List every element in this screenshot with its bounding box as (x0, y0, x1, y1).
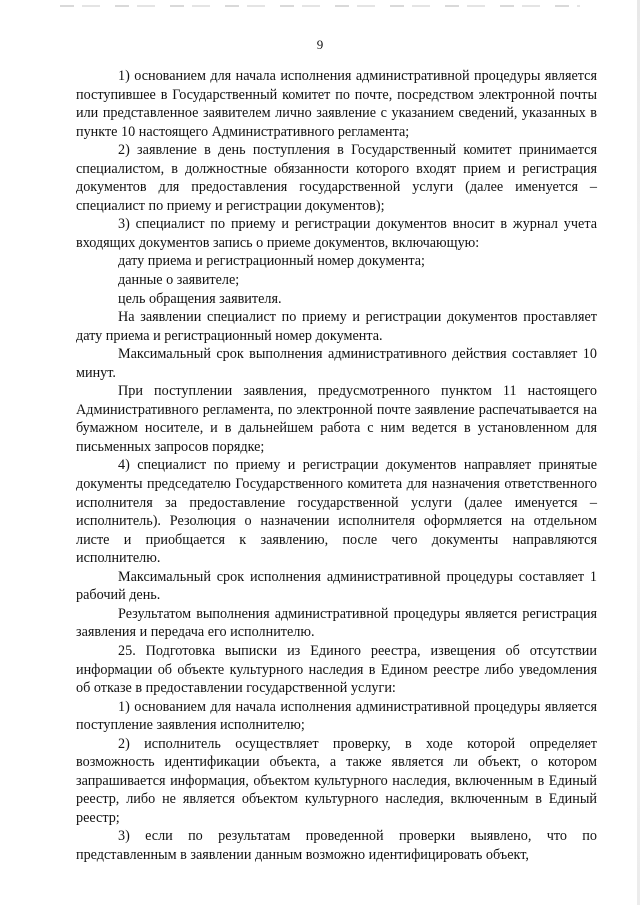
paragraph: Результатом выполнения административной процедуры является регистрация заявления и передача его исполнителю. (76, 605, 597, 641)
page-number: 9 (316, 37, 324, 52)
paragraph: 3) если по результатам проведенной проверки выявлено, что по представленным в заявлении данным возможно идентифицировать объект, (76, 828, 597, 863)
document-body (76, 67, 597, 865)
paragraph: 4) специалист по приему и регистрации документов направляет принятые документы председателю Государственного комитета для назначения ответственного исполнителя за предоставление государственной услуги (далее именуется – исполнитель). Резолюция о назначении исполнителя оформляется на отдельном листе и приобщается к заявлению, после чего документы направляются исполнителю. (76, 457, 597, 567)
paragraph: 2) исполнитель осуществляет проверку, в ходе которой определяет возможность идентификации объекта, а также является ли объект, о котором запрашивается информация, объектом культурного наследия, включенным в Единый реестр, либо не является объектом культурного наследия, включенным в Единый реестр; (76, 735, 597, 826)
paragraph: На заявлении специалист по приему и регистрации документов проставляет дату приема и регистрационный номер документа. (76, 309, 597, 344)
paragraph: 2) заявление в день поступления в Государственный комитет принимается специалистом, в должностные обязанности которого входят прием и регистрация документов для предоставления государственной услуги (далее именуется – специалист по приему и регистрации документов); (76, 142, 597, 214)
paragraph: При поступлении заявления, предусмотренного пунктом 11 настоящего Административного регламента, по электронной почте заявление распечатывается на бумажном носителе, и в дальнейшем работа с ним ведется в установленном для письменных запросов порядке; (76, 383, 597, 455)
section-heading-paragraph: 25. Подготовка выписки из Единого реестра, извещения об отсутствии информации об объекте культурного наследия в Едином реестре либо уведомления об отказе в предоставлении государственной услуги: (76, 642, 597, 697)
paragraph: Максимальный срок выполнения административного действия составляет 10 минут. (76, 346, 597, 381)
list-item: цель обращения заявителя. (118, 290, 282, 307)
paragraph: Максимальный срок исполнения административной процедуры составляет 1 рабочий день. (76, 568, 597, 604)
paragraph: 1) основанием для начала исполнения административной процедуры является поступление заявления исполнителю; (76, 698, 597, 734)
paragraph: 3) специалист по приему и регистрации документов вносит в журнал учета входящих документов запись о приеме документов, включающую: (76, 216, 597, 251)
list-item: данные о заявителе; (118, 272, 240, 289)
paragraph: 1) основанием для начала исполнения административной процедуры является поступившее в Государственный комитет по почте, посредством электронной почты или представленное заявителем лично заявление с указанием сведений, указанных в пункте 10 настоящего Административного регламента; (76, 68, 597, 140)
scan-artifact-top (60, 5, 580, 7)
list-item: дату приема и регистрационный номер документа; (118, 253, 425, 270)
